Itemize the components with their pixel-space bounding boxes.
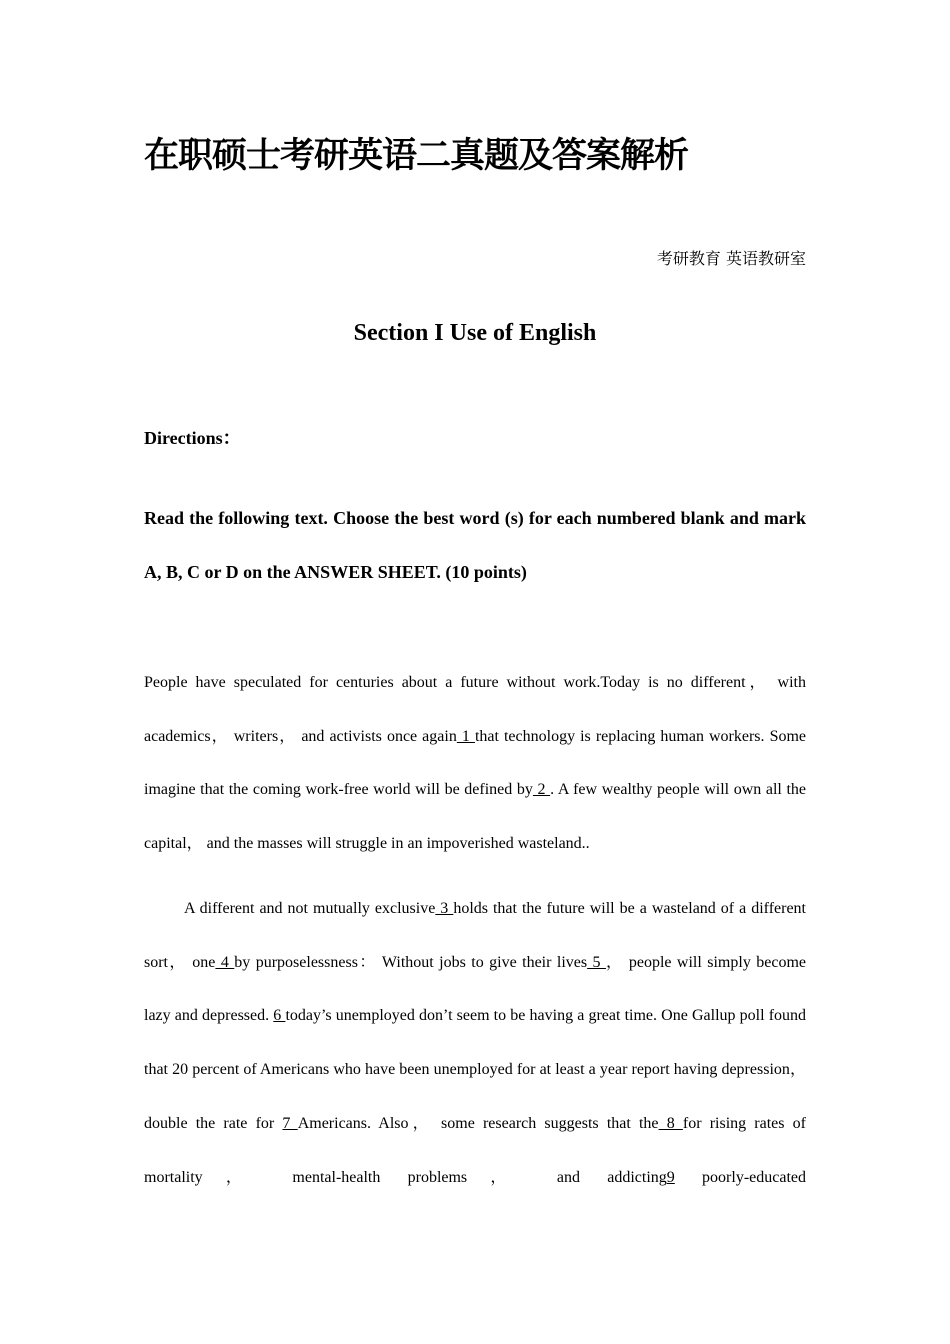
author-line: 考研教育 英语教研室 [656,249,806,268]
blank-1: 1 [456,727,475,745]
passage-text: that technology is replacing human workers. Some imagine that the coming work-free world will be defined by [144,727,807,799]
passage-text: poorly-educated [674,1168,806,1186]
passage-paragraph-1 [144,656,806,871]
passage-text: Americans. Also， some research suggests that the [297,1114,659,1132]
directions-label: Directions： [144,428,241,448]
passage-text: People have speculated for centuries about a future without work.Today is no different， with academics， writers， and activists once again [144,674,806,745]
passage-paragraph-2 [144,882,806,1204]
passage-text: today’s unemployed don’t seem to be having a great time. One Gallup poll found that 20 percent of Americans who have been unemployed for at least a year report having depression， double the rate for [144,1007,807,1132]
passage-text: A different and not mutually exclusive [184,900,436,917]
passage-text: by purposelessness： Without jobs to give their lives [234,953,588,971]
instructions-line-2: mark A, B, C or D on the ANSWER SHEET. (10 points) [144,508,806,582]
instructions-line-1: Read the following text. Choose the best word (s) for each numbered blank and [144,508,759,528]
blank-7: 7 [282,1114,298,1132]
blank-4: 4 [215,953,235,971]
section-heading: Section I Use of English [353,320,597,346]
passage-text: . A few wealthy people will own all the capital， and the masses will struggle in an impoverished wasteland.. [144,781,807,853]
blank-8: 8 [658,1114,683,1132]
instructions-text [144,491,806,599]
passage-text: ， people will simply become lazy and depressed. [144,953,807,1025]
passage-text: for rising rates of mortality， mental-health problems， and addicting [144,1114,807,1186]
blank-6: 6 [273,1007,286,1025]
passage-text: holds that the future will be a wasteland of a different sort， one [144,900,807,971]
blank-2: 2 [532,781,551,799]
document-title: 在职硕士考研英语二真题及答案解析 [144,136,689,176]
blank-5: 5 [587,953,606,971]
blank-9: 9 [666,1168,675,1186]
blank-3: 3 [435,900,454,917]
